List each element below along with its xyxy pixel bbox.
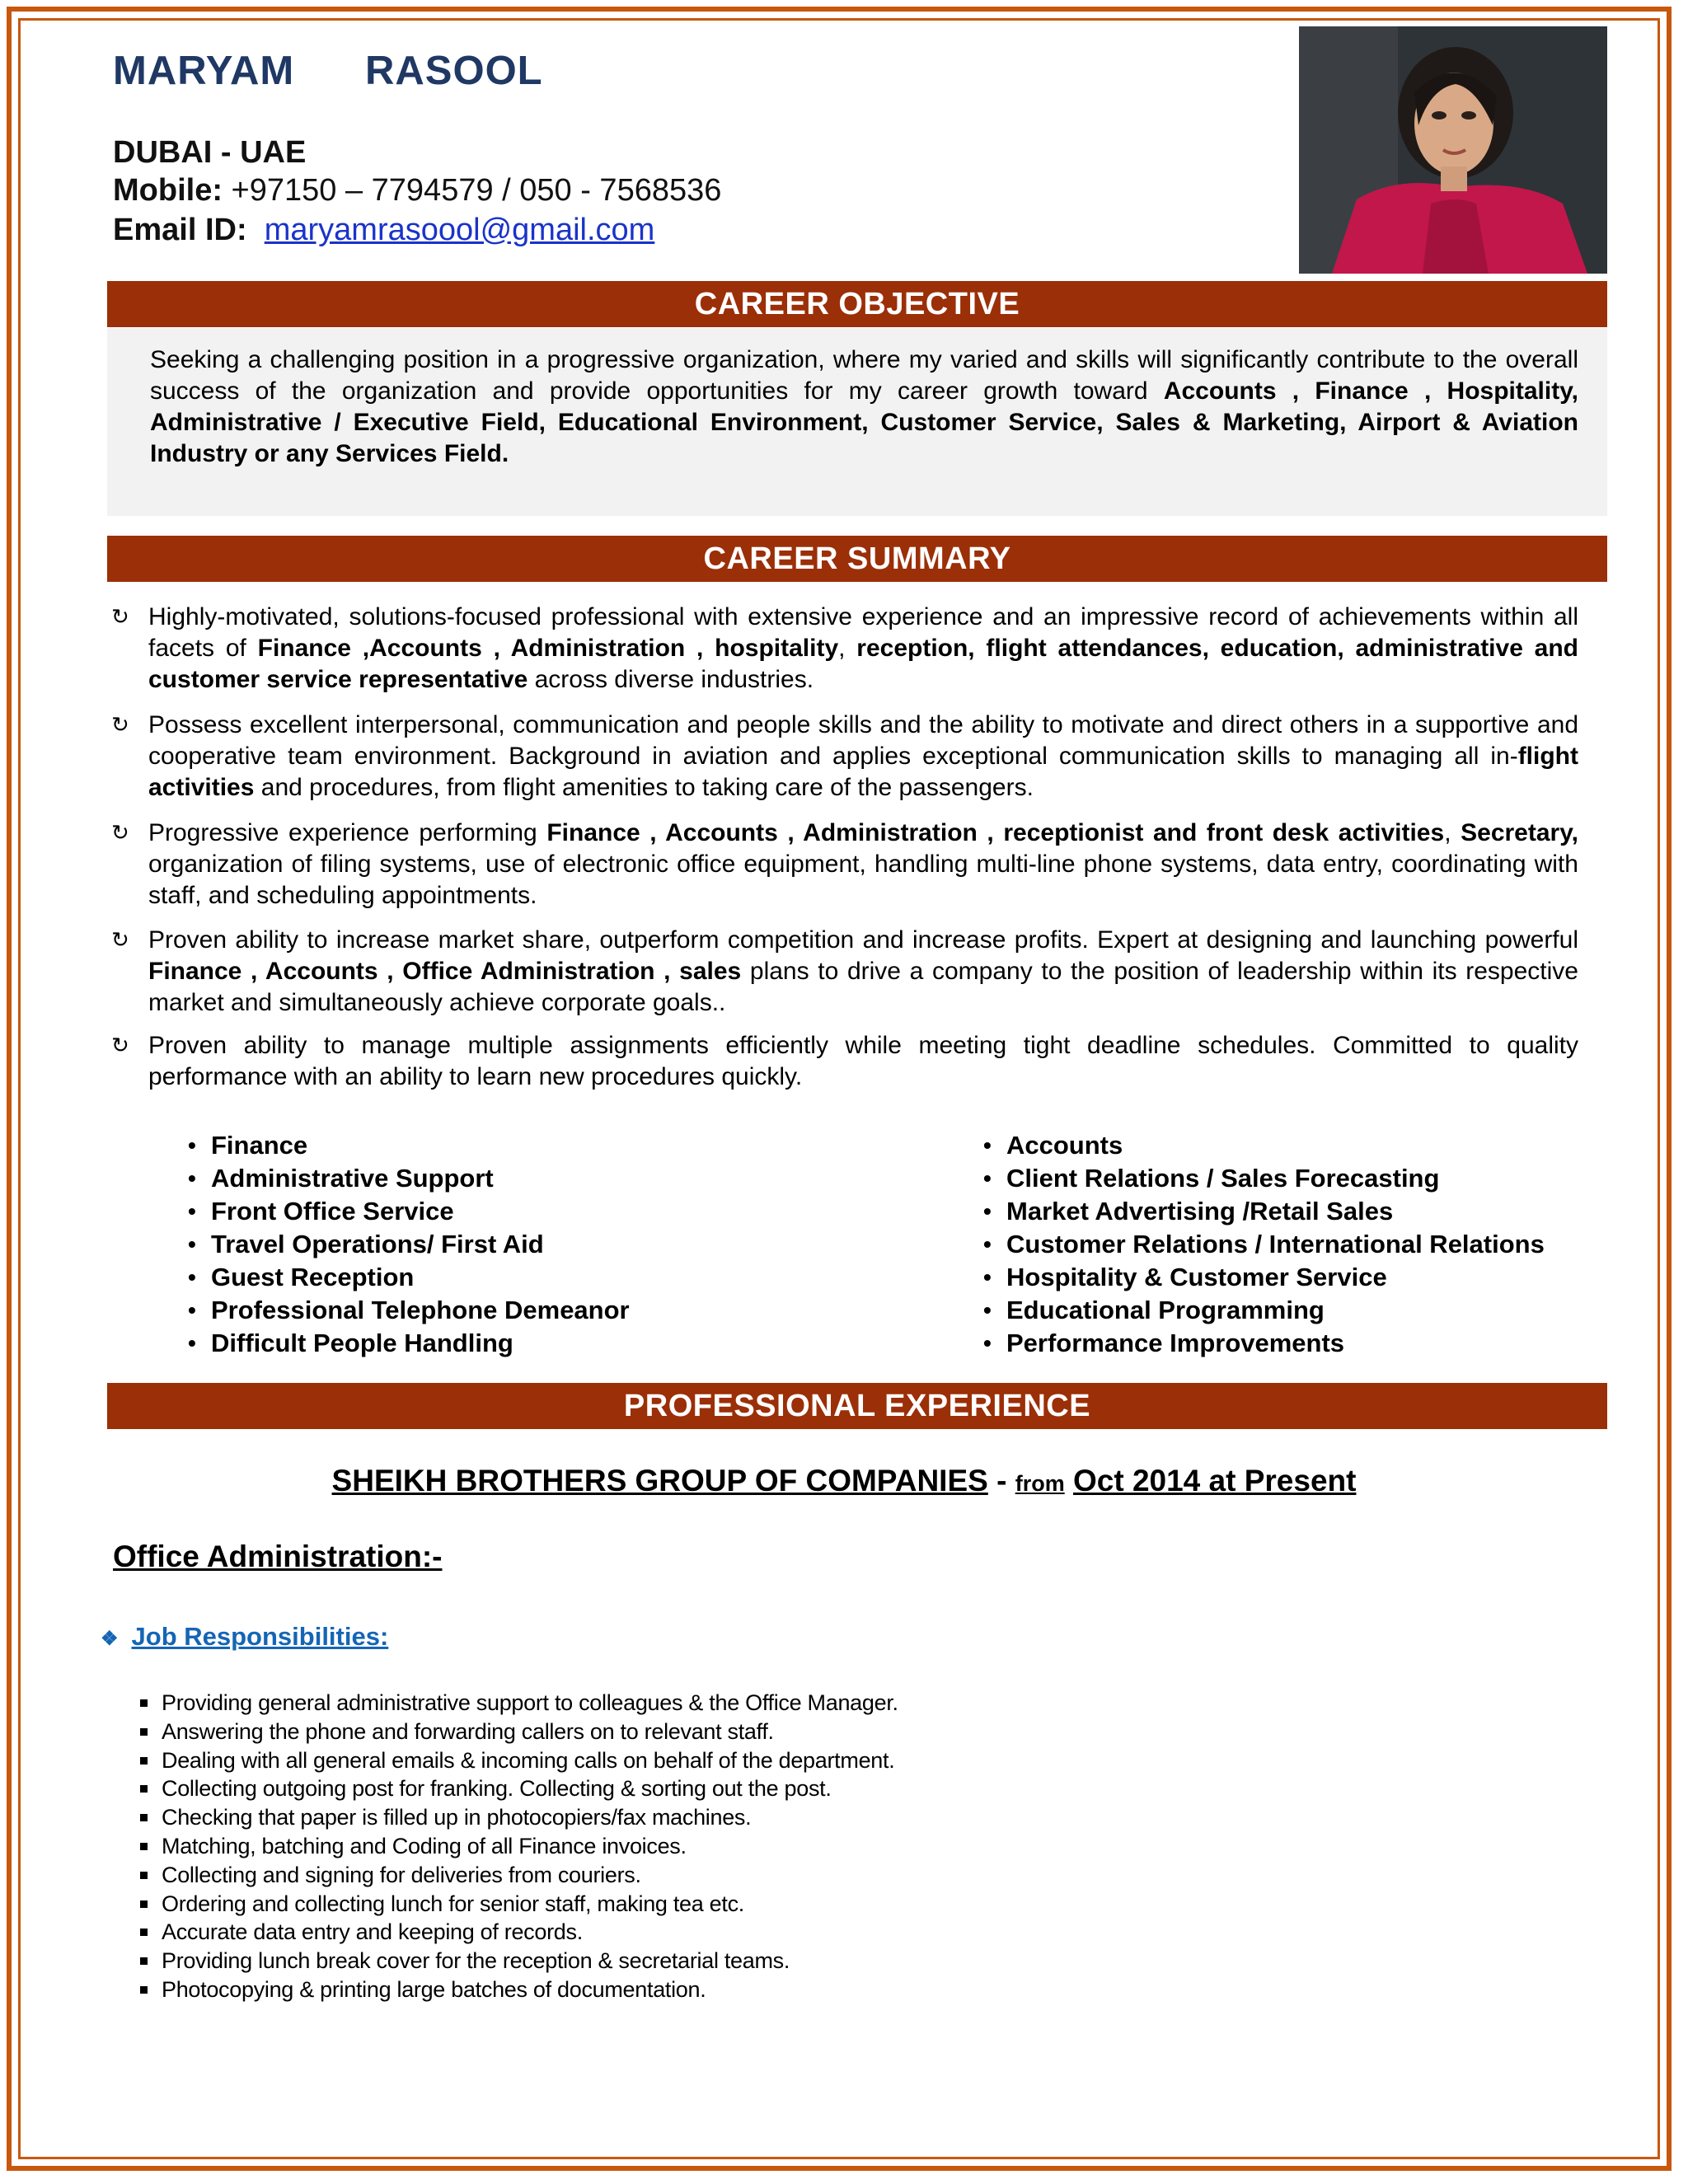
duty-item: Photocopying & printing large batches of documentation.: [138, 1975, 898, 2004]
summary-item: ↻ Proven ability to manage multiple assignments efficiently while meeting tight deadline schedules. Committed to quality performance with an ability to learn new procedures quickly.: [111, 1032, 1578, 1090]
rotate-arrow-icon: ↻: [111, 1033, 129, 1058]
skills-list-right: [983, 1129, 1545, 1360]
candidate-name: MARYAM RASOOL: [113, 49, 543, 93]
skill-item: • Educational Programming: [983, 1296, 1325, 1324]
duty-item: Answering the phone and forwarding callers on to relevant staff.: [138, 1718, 898, 1746]
skills-list-left: [188, 1129, 630, 1360]
duties-list: [138, 1689, 898, 2004]
skill-item: • Accounts: [983, 1131, 1123, 1160]
skill-item: • Performance Improvements: [983, 1329, 1345, 1357]
email-line: [113, 213, 654, 248]
skill-item: • Difficult People Handling: [188, 1329, 513, 1357]
skill-item: • Travel Operations/ First Aid: [188, 1230, 544, 1258]
role-title: Office Administration:-: [113, 1540, 443, 1573]
company-heading: [0, 1464, 1688, 1498]
duty-item: Collecting and signing for deliveries from couriers.: [138, 1861, 898, 1890]
skill-item: • Finance: [188, 1131, 308, 1160]
section-header-experience: PROFESSIONAL EXPERIENCE: [107, 1383, 1607, 1429]
section-header-summary: CAREER SUMMARY: [107, 536, 1607, 582]
duty-item: Providing lunch break cover for the reception & secretarial teams.: [138, 1947, 898, 1975]
email-label: Email ID:: [113, 213, 247, 247]
summary-item: ↻ Progressive experience performing Finance , Accounts , Administration , receptionist and front desk activities, Secretary, organization of filing systems, use of electronic office equipment, handling multi-line phone systems, data entry, coordinating with staff, and scheduling appointments.: [111, 819, 1579, 909]
skill-item: • Client Relations / Sales Forecasting: [983, 1164, 1440, 1193]
rotate-arrow-icon: ↻: [111, 821, 129, 846]
objective-text: Seeking a challenging position in a progressive organization, where my varied and skills will significantly contribute to the overall success of the organization and provide opportunities for my career growth toward Accounts , Finance , Hospitality, Administrative / Executive Field, Educational Environment, Customer Service, Sales & Marketing, Airport & Aviation Industry or any Services Field.: [150, 346, 1578, 467]
summary-item: ↻ Highly-motivated, solutions-focused professional with extensive experience and an impressive record of achievements within all facets of Finance ,Accounts , Administration , hospitality, reception, flight attendances, education, administrative and customer service representative across diverse industries.: [111, 603, 1579, 693]
rotate-arrow-icon: ↻: [111, 713, 129, 738]
skill-item: • Professional Telephone Demeanor: [188, 1296, 630, 1324]
company-from: from: [1015, 1471, 1065, 1496]
company-name: SHEIKH BROTHERS GROUP OF COMPANIES: [331, 1464, 988, 1497]
diamond-bullet-icon: ❖: [101, 1628, 119, 1650]
skill-item: • Market Advertising /Retail Sales: [983, 1197, 1394, 1226]
company-sep: -: [996, 1464, 1007, 1497]
profile-photo: [1299, 26, 1607, 274]
duty-item: Providing general administrative support to colleagues & the Office Manager.: [138, 1689, 898, 1718]
section-header-objective: CAREER OBJECTIVE: [107, 281, 1607, 327]
summary-item: ↻ Proven ability to increase market share, outperform competition and increase profits. Expert at designing and launching powerful Finance , Accounts , Office Administration , sales plans to drive a company to the position of leadership within its respective market and simultaneously achieve corporate goals..: [111, 926, 1578, 1016]
skill-item: • Administrative Support: [188, 1164, 494, 1193]
duty-item: Matching, batching and Coding of all Finance invoices.: [138, 1832, 898, 1861]
rotate-arrow-icon: ↻: [111, 928, 129, 953]
duty-item: Checking that paper is filled up in photocopiers/fax machines.: [138, 1803, 898, 1832]
rotate-arrow-icon: ↻: [111, 605, 129, 630]
mobile-value: +97150 – 7794579 / 050 - 7568536: [231, 173, 722, 208]
duty-item: Dealing with all general emails & incoming calls on behalf of the department.: [138, 1746, 898, 1775]
duty-item: Ordering and collecting lunch for senior staff, making tea etc.: [138, 1890, 898, 1919]
mobile-line: [113, 173, 721, 209]
mobile-label: Mobile:: [113, 173, 223, 208]
skill-item: • Front Office Service: [188, 1197, 454, 1226]
summary-item: ↻ Possess excellent interpersonal, communication and people skills and the ability to motivate and direct others in a supportive and cooperative team environment. Background in aviation and applies exceptional communication skills to managing all in-flight activities and procedures, from flight amenities to taking care of the passengers.: [111, 711, 1578, 801]
company-period: Oct 2014 at Present: [1072, 1464, 1357, 1497]
email-link[interactable]: maryamrasoool@gmail.com: [264, 213, 655, 247]
duty-item: Collecting outgoing post for franking. Collecting & sorting out the post.: [138, 1774, 898, 1803]
skill-item: • Hospitality & Customer Service: [983, 1263, 1387, 1291]
location: DUBAI - UAE: [113, 135, 307, 170]
skill-item: • Guest Reception: [188, 1263, 415, 1291]
duty-item: Accurate data entry and keeping of records.: [138, 1918, 898, 1947]
responsibilities-heading: ❖ Job Responsibilities:: [101, 1622, 389, 1651]
skill-item: • Customer Relations / International Relations: [983, 1230, 1545, 1258]
